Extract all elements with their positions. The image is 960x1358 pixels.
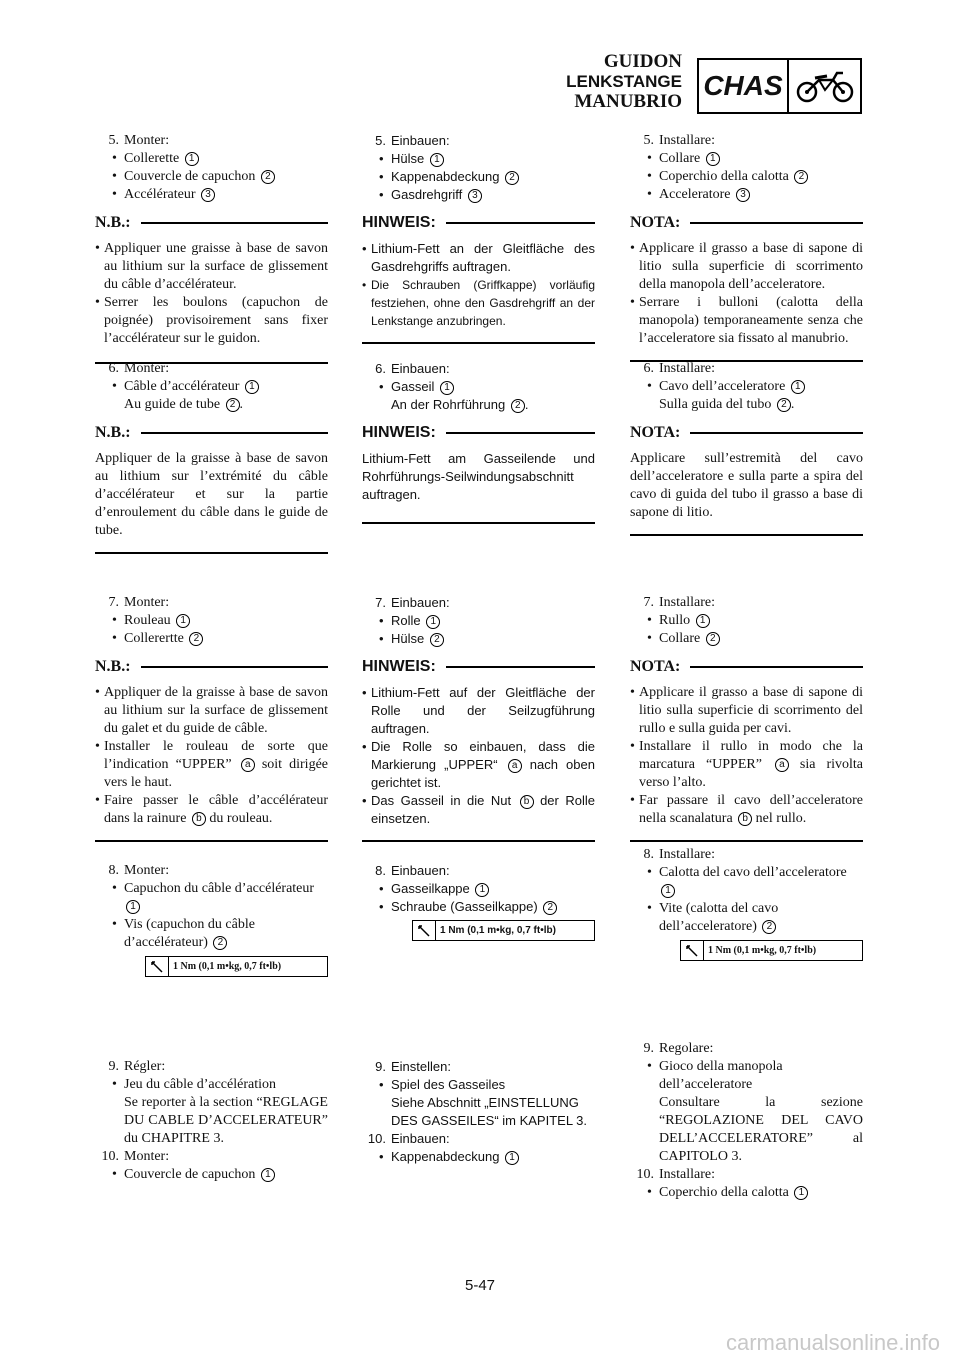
list-item: • Rouleau 1 <box>95 612 328 630</box>
wrench-icon <box>413 921 436 940</box>
fr-step9-block: 9. Régler: • Jeu du câble d’accélération Se reporter à la section “REGLAGE DU CABLE D’ACCELERATEUR” du CHAPITRE 3. 10. Monter: • Couvercle de capuchon 1 <box>95 1058 328 1184</box>
motorcycle-icon <box>789 60 860 112</box>
list-item: • Capuchon du câble d’accélérateur 1 <box>95 880 328 916</box>
note-body: • Lithium-Fett auf der Gleitfläche der Rolle und der Seilzugführung auftragen. • Die Rolle so einbauen, dass die Markierung „UPPER“ a nach oben gerichtet ist. • Das Gasseil in die Nut b der Rolle einsetzen. <box>362 684 595 828</box>
list-item: • Gasdrehgriff 3 <box>362 186 595 204</box>
note-body: • Appliquer de la graisse à base de savon au lithium sur la surface de glissement du galet et du guide de câble. • Installer le rouleau de sorte que l’indication “UPPER” a soit dirigée vers le haut. • Faire passer le câble d’accélérateur dans la rainure b du rouleau. <box>95 684 328 828</box>
torque-spec: 1 Nm (0,1 m•kg, 0,7 ft•lb) <box>680 940 863 961</box>
list-item: • Collare 1 <box>630 150 863 168</box>
callout-2: 2 <box>261 170 275 184</box>
list-item: Consultare la sezione “REGOLAZIONE DEL CAVO DELL’ACCELERATORE” al CAPITOLO 3. <box>659 1095 863 1164</box>
list-item: • Gioco della manopola dell’acceleratore <box>630 1058 863 1094</box>
list-item: • Câble d’accélérateur 1 <box>95 378 328 396</box>
torque-spec: 1 Nm (0,1 m•kg, 0,7 ft•lb) <box>412 920 595 941</box>
list-item: • Collerertte 2 <box>95 630 328 648</box>
list-item: An der Rohrführung 2 . <box>391 397 529 412</box>
list-item: • Collare 2 <box>630 630 863 648</box>
fr-step6-block: 6. Monter: • Câble d’accélérateur 1 Au guide de tube 2 . N.B.: Appliquer de la graisse à base de savon au lithium sur l’extrémité du câble d’accélérateur et sur la partie d’enroulement du câble dans le guide de tube. <box>95 360 328 554</box>
list-item: • Hülse 2 <box>362 630 595 648</box>
list-item: • Spiel des Gasseiles <box>362 1076 595 1094</box>
title-de: LENKSTANGE <box>566 72 682 91</box>
list-item: • Coperchio della calotta 2 <box>630 168 863 186</box>
list-item: • Calotta del cavo dell’acceleratore 1 <box>630 864 863 900</box>
it-step9-block: 9. Regolare: • Gioco della manopola dell’acceleratore Consultare la sezione “REGOLAZIONE DEL CAVO DELL’ACCELERATORE” al CAPITOLO 3. 10. Installare: • Coperchio della calotta 1 <box>630 1040 863 1202</box>
step-verb: Monter: <box>124 133 170 148</box>
list-item: • Collerette 1 <box>95 150 328 168</box>
list-item: • Rullo 1 <box>630 612 863 630</box>
note-body: Applicare sull’estremità del cavo dell’acceleratore e sulla parte a spira del cavo di guida del tubo il grasso a base di sapone di litio. <box>630 451 863 520</box>
page-number: 5-47 <box>464 1277 496 1294</box>
note-body: • Lithium-Fett an der Gleitfläche des Gasdrehgriffs auftragen. • Die Schrauben (Griffkappe) vorläufig festziehen, ohne den Gasdrehgriff an der Lenkstange anzubringen. <box>362 240 595 330</box>
list-item: • Kappenabdeckung 1 <box>362 1148 595 1166</box>
fr-step5-block <box>95 132 328 364</box>
list-item: • Schraube (Gasseilkappe) 2 <box>362 898 595 916</box>
list-item: • Cavo dell’acceleratore 1 <box>630 378 863 396</box>
list-item: • Vis (capuchon du câble d’accélérateur) 2 <box>95 916 328 952</box>
note-header: NOTA: <box>630 214 863 232</box>
note-header: NOTA: <box>630 658 863 676</box>
section-code: CHAS <box>699 60 789 112</box>
list-item: • Kappenabdeckung 2 <box>362 168 595 186</box>
list-item: • Gasseilkappe 1 <box>362 880 595 898</box>
list-item: • Couvercle de capuchon 2 <box>95 168 328 186</box>
note-header: N.B.: <box>95 214 328 232</box>
fr-step7-block: 7. Monter: • Rouleau 1 • Collerertte 2 N.B.: • Appliquer de la graisse à base de savon au lithium sur la surface de glissement du galet et du guide de câble. • Installer le rouleau de sorte que l’indication “UPPER” a soit dirigée vers le haut. • Faire passer le câble d’accélérateur dans la rainure b du rouleau. <box>95 594 328 842</box>
it-step5-block: 5. Installare: • Collare 1 • Coperchio della calotta 2 • Acceleratore 3 NOTA: • Applicare il grasso a base di sapone di litio sulla superficie di scorrimento della manopola dell’acceleratore. • Serrare i bulloni (calotta della manopola) temporaneamente senza che l’acceleratore sia fissato al manubrio. <box>630 132 863 362</box>
list-item: Se reporter à la section “REGLAGE DU CABLE D’ACCELERATEUR” du CHAPITRE 3. <box>124 1095 328 1146</box>
de-step6-block: 6. Einbauen: • Gasseil 1 An der Rohrführung 2 . HINWEIS: Lithium-Fett am Gasseilende und Rohrführungs-Seilwindungsabschnitt auftragen. <box>362 360 595 524</box>
de-step5-block: 5. Einbauen: • Hülse 1 • Kappenabdeckung 2 • Gasdrehgriff 3 HINWEIS: • Lithium-Fett an der Gleitfläche des Gasdrehgriffs auftragen. • Die Schrauben (Griffkappe) vorläufig festziehen, ohne den Gasdrehgriff an der Lenkstange anzubringen. <box>362 132 595 344</box>
note-header: NOTA: <box>630 424 863 442</box>
step-number: 5. <box>108 133 119 148</box>
list-item: • Couvercle de capuchon 1 <box>95 1166 328 1184</box>
list-item: Siehe Abschnitt „EINSTELLUNG DES GASSEILES“ im KAPITEL 3. <box>391 1095 588 1128</box>
de-step9-block: 9. Einstellen: • Spiel des Gasseiles Siehe Abschnitt „EINSTELLUNG DES GASSEILES“ im KAPITEL 3. 10. Einbauen: • Kappenabdeckung 1 <box>362 1058 595 1166</box>
note-header: HINWEIS: <box>362 658 595 676</box>
note-header: N.B.: <box>95 424 328 442</box>
note-body: Appliquer de la graisse à base de savon au lithium sur l’extrémité du câble d’accélérateur et sur la partie d’enroulement du câble dans le guide de tube. <box>95 451 328 538</box>
note-body: • Applicare il grasso a base di sapone di litio sulla superficie di scorrimento del rullo e sulla guida per cavi. • Installare il rullo in modo che la marcatura “UPPER” a sia rivolta verso l’alto. • Far passare il cavo dell’acceleratore nella scanalatura b nel rullo. <box>630 684 863 828</box>
note-header: HINWEIS: <box>362 214 595 232</box>
title-it: MANUBRIO <box>574 91 682 112</box>
note-body: Lithium-Fett am Gasseilende und Rohrführungs-Seilwindungsabschnitt auftragen. <box>362 451 595 502</box>
note-body: • Appliquer une graisse à base de savon au lithium sur la surface de glissement du câble d’accélérateur. • Serrer les boulons (capuchon de poignée) provisoirement sans fixer l’accélérateur sur le guidon. <box>95 240 328 348</box>
de-step8-block: 8. Einbauen: • Gasseilkappe 1 • Schraube (Gasseilkappe) 2 1 Nm (0,1 m•kg, 0,7 ft•lb) <box>362 862 595 941</box>
title-fr: GUIDON <box>603 51 682 72</box>
fr-step8-block: 8. Monter: • Capuchon du câble d’accélérateur 1 • Vis (capuchon du câble d’accélérateur) 2 1 Nm (0,1 m•kg, 0,7 ft•lb) <box>95 862 328 977</box>
list-item: • Accélérateur 3 <box>95 186 328 204</box>
list-item: • Hülse 1 <box>362 150 595 168</box>
callout-3: 3 <box>201 188 215 202</box>
list-item: Sulla guida del tubo 2 . <box>659 397 795 412</box>
note-header: N.B.: <box>95 658 328 676</box>
wrench-icon <box>681 941 704 960</box>
it-step8-block: 8. Installare: • Calotta del cavo dell’acceleratore 1 • Vite (calotta del cavo dell’acceleratore) 2 1 Nm (0,1 m•kg, 0,7 ft•lb) <box>630 846 863 961</box>
list-item: Au guide de tube 2 . <box>124 397 244 412</box>
list-item: • Rolle 1 <box>362 612 595 630</box>
it-step6-block: 6. Installare: • Cavo dell’acceleratore 1 Sulla guida del tubo 2 . NOTA: Applicare sull’estremità del cavo dell’acceleratore e sulla parte a spira del cavo di guida del tubo il grasso a base di sapone di litio. <box>630 360 863 536</box>
watermark: carmanualsonline.info <box>725 1330 940 1355</box>
note-header: HINWEIS: <box>362 424 595 442</box>
note-body: • Applicare il grasso a base di sapone di litio sulla superficie di scorrimento della manopola dell’acceleratore. • Serrare i bulloni (calotta della manopola) temporaneamente senza che l’acceleratore sia fissato al manubrio. <box>630 240 863 348</box>
list-item: • Jeu du câble d’accélération <box>95 1076 328 1094</box>
section-badge <box>697 58 862 114</box>
list-item: • Gasseil 1 <box>362 378 595 396</box>
list-item: • Acceleratore 3 <box>630 186 863 204</box>
de-step7-block: 7. Einbauen: • Rolle 1 • Hülse 2 HINWEIS: • Lithium-Fett auf der Gleitfläche der Rolle und der Seilzugführung auftragen. • Die Rolle so einbauen, dass die Markierung „UPPER“ a nach oben gerichtet ist. • Das Gasseil in die Nut b der Rolle einsetzen. <box>362 594 595 842</box>
torque-spec: 1 Nm (0,1 m•kg, 0,7 ft•lb) <box>145 956 328 977</box>
it-step7-block: 7. Installare: • Rullo 1 • Collare 2 NOTA: • Applicare il grasso a base di sapone di litio sulla superficie di scorrimento del rullo e sulla guida per cavi. • Installare il rullo in modo che la marcatura “UPPER” a sia rivolta verso l’alto. • Far passare il cavo dell’acceleratore nella scanalatura b nel rullo. <box>630 594 863 842</box>
wrench-icon <box>146 957 169 976</box>
list-item: • Vite (calotta del cavo dell’acceleratore) 2 <box>630 900 863 936</box>
section-titles <box>566 52 682 112</box>
list-item: • Coperchio della calotta 1 <box>630 1184 863 1202</box>
callout-1: 1 <box>185 152 199 166</box>
